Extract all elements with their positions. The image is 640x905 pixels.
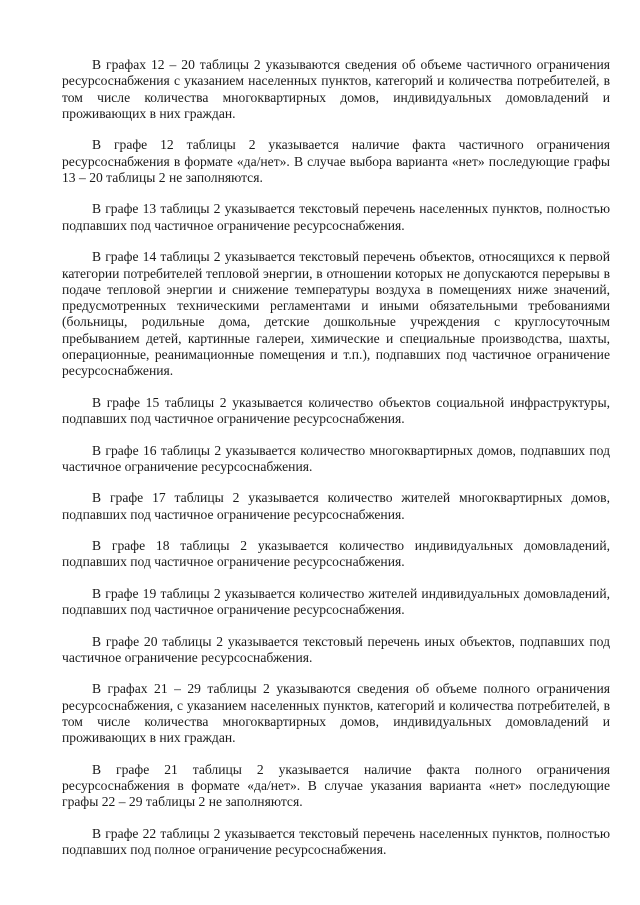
paragraph-graph-12: В графе 12 таблицы 2 указывается наличие факта частичного ограничения ресурсоснабжения в формате «да/нет». В случае выбора варианта «нет» последующие графы 13 – 20 таблицы 2 не заполняются.	[62, 137, 610, 185]
paragraph-graph-17: В графе 17 таблицы 2 указывается количество жителей многоквартирных домов, подпавших под частичное ограничение ресурсоснабжения.	[62, 490, 610, 522]
paragraph-graph-14: В графе 14 таблицы 2 указывается текстовый перечень объектов, относящихся к первой категории потребителей тепловой энергии, в отношении которых не допускаются перерывы в подаче тепловой энергии и снижение температуры воздуха в помещениях ниже значений, предусмотренных техническими регламентами и иными обязательными требованиями (больницы, родильные дома, детские дошкольные учреждения с круглосуточным пребыванием детей, картинные галереи, химические и специальные производства, шахты, операционные, реанимационные помещения и т.п.), подпавших под частичное ограничение ресурсоснабжения.	[62, 249, 610, 379]
paragraph-graph-22: В графе 22 таблицы 2 указывается текстовый перечень населенных пунктов, полностью подпавших под полное ограничение ресурсоснабжения.	[62, 825, 610, 858]
paragraph-graph-18: В графе 18 таблицы 2 указывается количество индивидуальных домовладений, подпавших под частичное ограничение ресурсоснабжения.	[62, 538, 610, 570]
paragraph-graph-20: В графе 20 таблицы 2 указывается текстовый перечень иных объектов, подпавших под частичное ограничение ресурсоснабжения.	[62, 633, 610, 665]
paragraph-graphs-12-20: В графах 12 – 20 таблицы 2 указываются сведения об объеме частичного ограничения ресурсоснабжения с указанием населенных пунктов, категорий и количества потребителей, в том числе количества многоквартирных домов, индивидуальных домовладений и проживающих в них граждан.	[62, 57, 610, 121]
paragraph-graph-15: В графе 15 таблицы 2 указывается количество объектов социальной инфраструктуры, подпавших под частичное ограничение ресурсоснабжения.	[62, 394, 610, 427]
paragraph-graph-16: В графе 16 таблицы 2 указывается количество многоквартирных домов, подпавших под частичное ограничение ресурсоснабжения.	[62, 442, 610, 474]
paragraph-graph-21: В графе 21 таблицы 2 указывается наличие факта полного ограничения ресурсоснабжения в формате «да/нет». В случае указания варианта «нет» последующие графы 22 – 29 таблицы 2 не заполняются.	[62, 761, 610, 810]
paragraph-graph-13: В графе 13 таблицы 2 указывается текстовый перечень населенных пунктов, полностью подпавших под частичное ограничение ресурсоснабжения.	[62, 201, 610, 233]
paragraph-graphs-21-29: В графах 21 – 29 таблицы 2 указываются сведения об объеме полного ограничения ресурсоснабжения, с указанием населенных пунктов, категорий и количества потребителей, в том числе количества многоквартирных домов, индивидуальных домовладений и проживающих в них граждан.	[62, 681, 610, 746]
document-body	[62, 57, 610, 874]
paragraph-graph-19: В графе 19 таблицы 2 указывается количество жителей индивидуальных домовладений, подпавших под частичное ограничение ресурсоснабжения.	[62, 585, 610, 618]
